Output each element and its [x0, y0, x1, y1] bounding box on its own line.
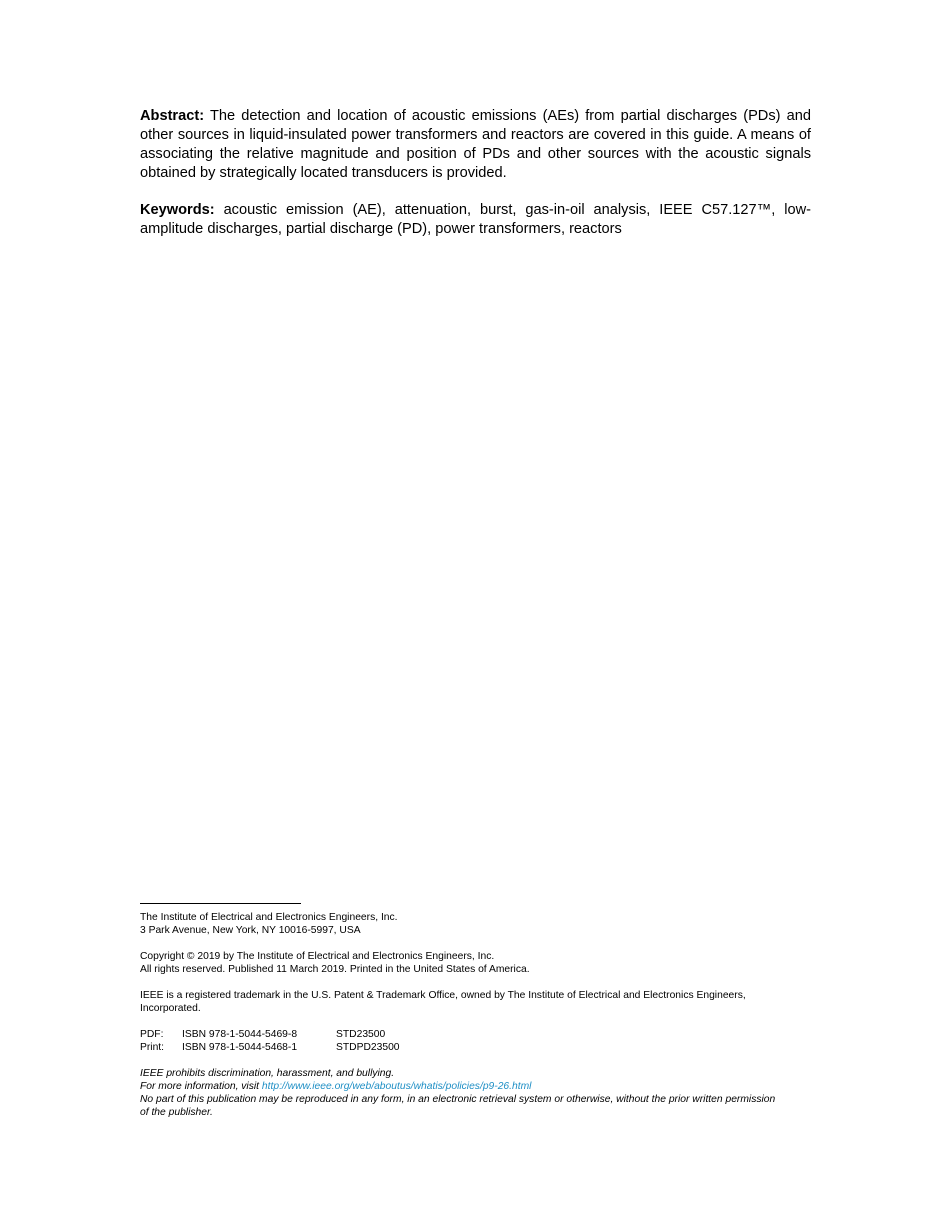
abstract-label: Abstract: [140, 108, 205, 124]
isbn-number: ISBN 978-1-5044-5469-8 [182, 1029, 298, 1040]
rights-line: All rights reserved. Published 11 March 2019. Printed in the United States of America. [140, 964, 530, 975]
policy-link[interactable]: http://www.ieee.org/web/aboutus/whatis/policies/p9-26.html [261, 1081, 532, 1092]
reproduction-notice-line-1: No part of this publication may be reproduced in any form, in an electronic retrieval system or otherwise, without the prior written permission [140, 1094, 776, 1105]
isbn-row-pdf [140, 1028, 811, 1041]
keywords-text: acoustic emission (AE), attenuation, burst, gas-in-oil analysis, IEEE C57.127™, low-amplitude discharges, partial discharge (PD), power transformers, reactors [140, 202, 811, 237]
copyright-block [140, 950, 811, 976]
abstract-section [140, 107, 811, 239]
isbn-number: ISBN 978-1-5044-5468-1 [182, 1042, 298, 1053]
trademark-block [140, 989, 811, 1015]
policy-info-prefix: For more information, visit [140, 1081, 262, 1092]
trademark-line-1: IEEE is a registered trademark in the U.S. Patent & Trademark Office, owned by The Institute of Electrical and Electronics Engineers, [140, 990, 746, 1001]
isbn-format: Print: [140, 1042, 165, 1053]
isbn-code: STDPD23500 [336, 1042, 400, 1053]
policy-block [140, 1067, 811, 1119]
abstract-paragraph [140, 107, 811, 183]
keywords-paragraph [140, 201, 811, 239]
publisher-address: 3 Park Avenue, New York, NY 10016-5997, USA [140, 925, 361, 936]
policy-statement: IEEE prohibits discrimination, harassment, and bullying. [140, 1068, 395, 1079]
isbn-block [140, 1028, 811, 1054]
keywords-label: Keywords: [140, 202, 215, 218]
isbn-row-print [140, 1041, 811, 1054]
publisher-name: The Institute of Electrical and Electronics Engineers, Inc. [140, 912, 398, 923]
isbn-code: STD23500 [336, 1029, 386, 1040]
reproduction-notice-line-2: of the publisher. [140, 1107, 213, 1118]
trademark-line-2: Incorporated. [140, 1003, 201, 1014]
isbn-format: PDF: [140, 1029, 164, 1040]
abstract-text: The detection and location of acoustic emissions (AEs) from partial discharges (PDs) and other sources in liquid-insulated power transformers and reactors are covered in this guide. A means of associating the relative magnitude and position of PDs and other sources with the acoustic signals obtained by strategically located transducers is provided. [140, 108, 811, 181]
footer-divider [140, 903, 301, 904]
policy-info-line [140, 1080, 811, 1093]
publisher-block [140, 911, 811, 937]
copyright-line: Copyright © 2019 by The Institute of Electrical and Electronics Engineers, Inc. [140, 951, 495, 962]
copyright-footer [140, 903, 811, 1119]
